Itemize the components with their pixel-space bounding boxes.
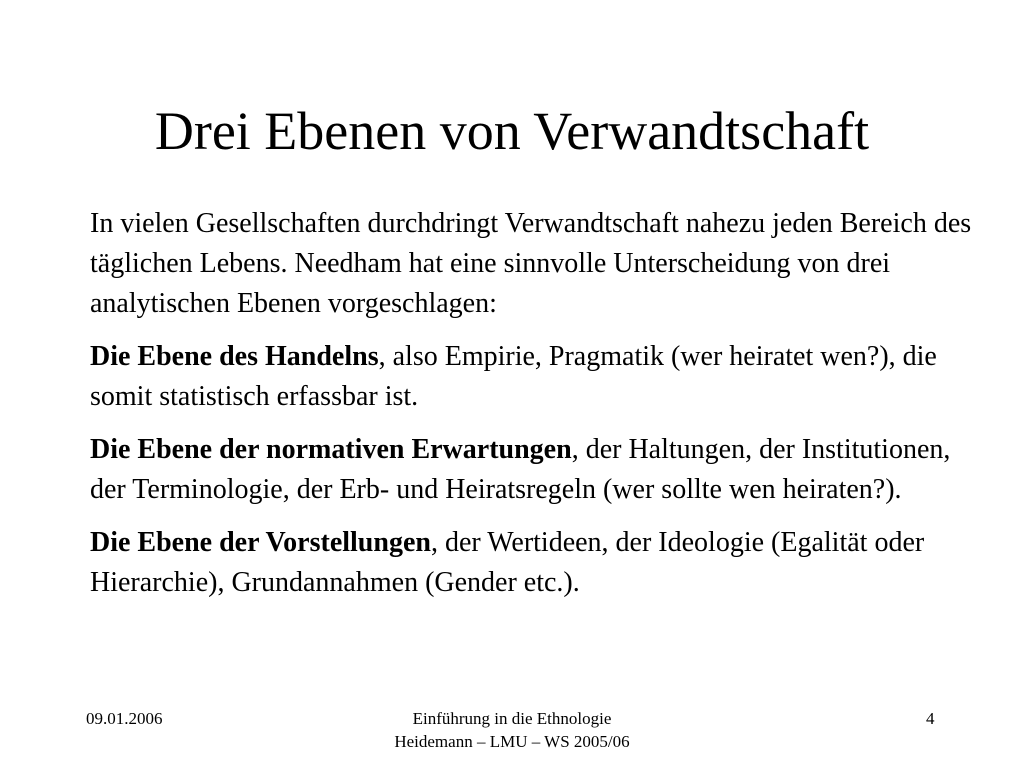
level-ideas-text: , der Wertideen, der Ideologie (Egalität oder Hierarchie), Grundannahmen (Gender etc.).	[90, 527, 925, 598]
footer-page-number: 4	[926, 709, 935, 728]
slide-title: Drei Ebenen von Verwandtschaft	[154, 101, 870, 161]
level-action-heading: Die Ebene des Handelns	[90, 341, 379, 372]
slide-body	[90, 204, 990, 616]
footer-course: Einführung in die Ethnologie	[412, 709, 612, 728]
footer-author: Heidemann – LMU – WS 2005/06	[394, 732, 630, 751]
intro-paragraph	[90, 204, 990, 324]
level-action-paragraph	[90, 337, 990, 417]
footer-date: 09.01.2006	[86, 709, 163, 728]
footer-center	[312, 707, 712, 753]
level-ideas-paragraph	[90, 523, 990, 603]
level-normative-paragraph	[90, 430, 990, 510]
level-normative-text: , der Haltungen, der Institutionen, der Terminologie, der Erb- und Heiratsregeln (wer sollte wen heiraten?).	[90, 434, 951, 505]
level-action-text: , also Empirie, Pragmatik (wer heiratet wen?), die somit statistisch erfassbar ist.	[90, 341, 937, 412]
level-normative-heading: Die Ebene der normativen Erwartungen	[90, 434, 572, 465]
intro-text: In vielen Gesellschaften durchdringt Verwandtschaft nahezu jeden Bereich des täglichen Lebens. Needham hat eine sinnvolle Unterscheidung von drei analytischen Ebenen vorgeschlagen:	[90, 208, 972, 319]
level-ideas-heading: Die Ebene der Vorstellungen	[90, 527, 431, 558]
